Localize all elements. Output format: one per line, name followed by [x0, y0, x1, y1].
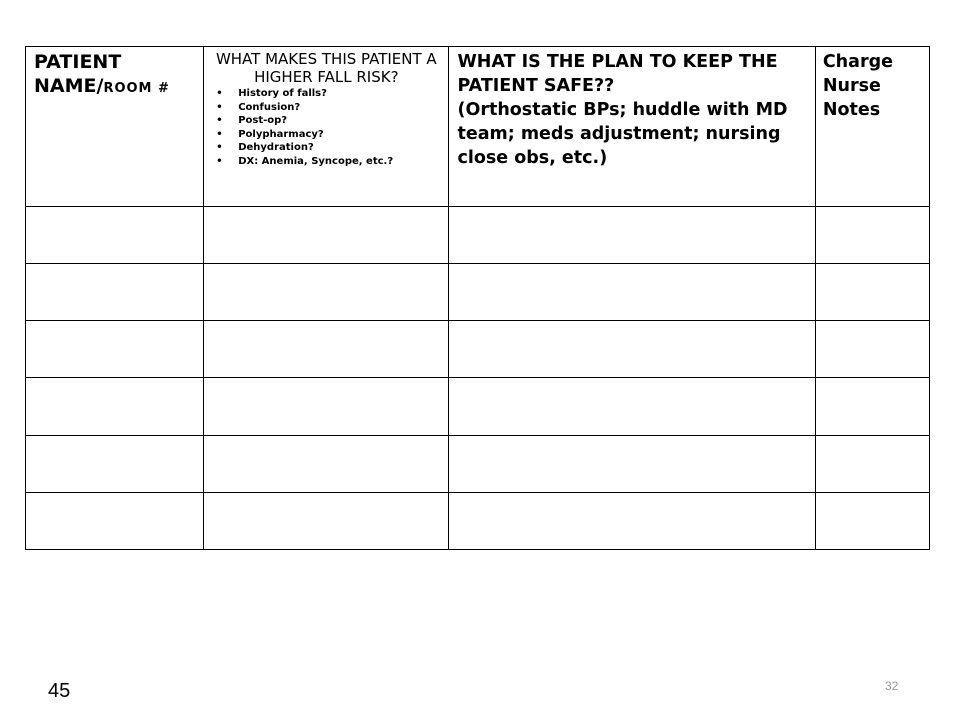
plan-cell[interactable]: [449, 435, 815, 492]
table-row: [26, 492, 930, 549]
patient-cell[interactable]: [26, 263, 204, 320]
risk-cell-text: [204, 436, 448, 492]
notes-cell[interactable]: [815, 321, 929, 378]
plan-cell-text: [449, 207, 814, 263]
risk-cell[interactable]: [204, 263, 449, 320]
header-safety-plan: [449, 47, 815, 207]
notes-cell[interactable]: [815, 263, 929, 320]
notes-cell-text: [816, 207, 929, 263]
risk-cell[interactable]: [204, 378, 449, 435]
table-row: [26, 263, 930, 320]
notes-cell[interactable]: [815, 435, 929, 492]
charge-nurse-notes-title: Charge Nurse Notes: [822, 52, 893, 120]
patient-cell[interactable]: [26, 321, 204, 378]
bullet-icon: •: [216, 128, 223, 140]
notes-cell[interactable]: [815, 378, 929, 435]
patient-cell-text: [26, 493, 203, 549]
fall-risk-item-text: Polypharmacy?: [238, 128, 324, 140]
risk-cell-text: [204, 207, 448, 263]
risk-cell-text: [204, 378, 448, 434]
fall-risk-table: [25, 46, 930, 550]
patient-cell[interactable]: [26, 378, 204, 435]
header-fall-risk: [204, 47, 449, 207]
plan-cell[interactable]: [449, 492, 815, 549]
plan-cell[interactable]: [449, 378, 815, 435]
fall-risk-item: [216, 114, 448, 128]
risk-cell[interactable]: [204, 492, 449, 549]
fall-risk-list: [204, 87, 448, 168]
footer-number: 45: [48, 680, 71, 702]
notes-cell-text: [816, 264, 929, 320]
patient-cell-text: [26, 378, 203, 434]
plan-cell-text: [449, 493, 814, 549]
fall-risk-item-text: Dehydration?: [238, 142, 314, 153]
notes-cell-text: [816, 436, 929, 492]
risk-cell[interactable]: [204, 206, 449, 263]
patient-cell-text: [26, 436, 203, 492]
fall-risk-item: [216, 155, 448, 169]
patient-cell-text: [26, 321, 203, 377]
notes-cell[interactable]: [815, 492, 929, 549]
bullet-icon: •: [216, 101, 223, 113]
plan-cell[interactable]: [449, 206, 815, 263]
notes-cell-text: [816, 493, 929, 549]
page-number: 32: [885, 679, 899, 693]
fall-risk-item: [216, 101, 448, 115]
notes-cell-text: [816, 378, 929, 434]
safety-plan-detail: (Orthostatic BPs; huddle with MD team; meds adjustment; nursing close obs, etc.): [457, 100, 788, 168]
notes-cell-text: [816, 321, 929, 377]
notes-cell[interactable]: [815, 206, 929, 263]
patient-name-label: PATIENT NAME/: [34, 51, 122, 97]
fall-risk-item: [216, 128, 448, 142]
bullet-icon: •: [216, 155, 223, 167]
fall-risk-title: WHAT MAKES THIS PATIENT A HIGHER FALL RISK?: [215, 50, 437, 86]
table-row: [26, 206, 930, 263]
fall-risk-item-text: Post-op?: [238, 115, 288, 126]
bullet-icon: •: [216, 115, 223, 126]
plan-cell-text: [449, 378, 814, 434]
risk-cell-text: [204, 321, 448, 377]
fall-risk-item-text: Confusion?: [238, 101, 301, 113]
plan-cell-text: [449, 436, 814, 492]
bullet-icon: •: [216, 88, 223, 99]
header-row: [26, 47, 930, 207]
patient-cell[interactable]: [26, 206, 204, 263]
room-number-label: ROOM #: [103, 81, 170, 96]
plan-cell[interactable]: [449, 321, 815, 378]
risk-cell-text: [204, 493, 448, 549]
fall-risk-item: [216, 141, 448, 155]
patient-cell[interactable]: [26, 492, 204, 549]
patient-cell-text: [26, 207, 203, 263]
plan-cell-text: [449, 264, 814, 320]
patient-cell-text: [26, 264, 203, 320]
plan-cell[interactable]: [449, 263, 815, 320]
plan-cell-text: [449, 321, 814, 377]
table-row: [26, 378, 930, 435]
header-patient-name: [26, 47, 204, 207]
fall-risk-item-text: DX: Anemia, Syncope, etc.?: [238, 155, 394, 167]
risk-cell[interactable]: [204, 321, 449, 378]
header-charge-nurse-notes: [815, 47, 929, 207]
table-row: [26, 321, 930, 378]
patient-cell[interactable]: [26, 435, 204, 492]
bullet-icon: •: [216, 142, 223, 153]
safety-plan-title: WHAT IS THE PLAN TO KEEP THE PATIENT SAFE??: [457, 52, 778, 96]
risk-cell-text: [204, 264, 448, 320]
fall-risk-item: [216, 87, 448, 101]
fall-risk-item-text: History of falls?: [238, 88, 327, 99]
table-row: [26, 435, 930, 492]
risk-cell[interactable]: [204, 435, 449, 492]
